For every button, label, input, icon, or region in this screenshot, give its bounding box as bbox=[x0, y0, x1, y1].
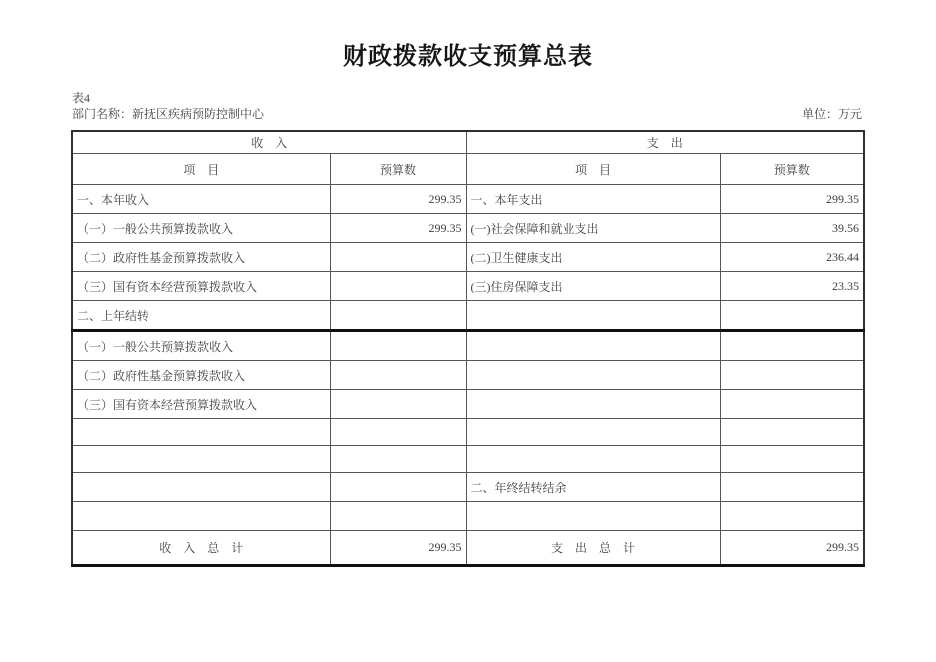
income-item-cell bbox=[72, 473, 330, 502]
expense-item-cell: 一、本年支出 bbox=[466, 185, 720, 214]
table-number: 表4 bbox=[72, 91, 91, 105]
column-header-row bbox=[72, 154, 864, 185]
expense-budget-column-header: 预算数 bbox=[720, 154, 864, 185]
table-row bbox=[72, 272, 864, 301]
income-budget-column-header: 预算数 bbox=[330, 154, 466, 185]
expense-item-cell: 二、年终结转结余 bbox=[466, 473, 720, 502]
expense-item-cell bbox=[466, 390, 720, 419]
income-total-label: 收 入 总 计 bbox=[72, 531, 330, 566]
expense-item-cell: (一)社会保障和就业支出 bbox=[466, 214, 720, 243]
income-item-cell bbox=[72, 446, 330, 473]
income-value-cell bbox=[330, 301, 466, 331]
table-row bbox=[72, 185, 864, 214]
income-section-header: 收 入 bbox=[72, 131, 466, 154]
income-item-cell: （三）国有资本经营预算拨款收入 bbox=[72, 272, 330, 301]
department-name: 部门名称：新抚区疾病预防控制中心 bbox=[72, 107, 265, 121]
expense-value-cell: 39.56 bbox=[720, 214, 864, 243]
expense-value-cell bbox=[720, 446, 864, 473]
table-row bbox=[72, 502, 864, 531]
table-row bbox=[72, 361, 864, 390]
expense-section-header: 支 出 bbox=[466, 131, 864, 154]
income-item-cell bbox=[72, 502, 330, 531]
unit-label: 单位：万元 bbox=[801, 107, 862, 121]
income-item-cell bbox=[72, 419, 330, 446]
expense-item-cell bbox=[466, 361, 720, 390]
income-item-cell: （一）一般公共预算拨款收入 bbox=[72, 331, 330, 361]
income-value-cell bbox=[330, 243, 466, 272]
table-row bbox=[72, 390, 864, 419]
expense-item-cell bbox=[466, 502, 720, 531]
budget-table bbox=[71, 130, 865, 567]
expense-value-cell bbox=[720, 390, 864, 419]
expense-value-cell: 299.35 bbox=[720, 185, 864, 214]
expense-value-cell bbox=[720, 331, 864, 361]
expense-value-cell: 236.44 bbox=[720, 243, 864, 272]
income-value-cell bbox=[330, 446, 466, 473]
income-value-cell bbox=[330, 502, 466, 531]
expense-total-label: 支 出 总 计 bbox=[466, 531, 720, 566]
expense-total-value: 299.35 bbox=[720, 531, 864, 566]
income-total-value: 299.35 bbox=[330, 531, 466, 566]
expense-item-column-header: 项 目 bbox=[466, 154, 720, 185]
expense-item-cell bbox=[466, 301, 720, 331]
income-value-cell bbox=[330, 361, 466, 390]
page-title: 财政拨款收支预算总表 bbox=[343, 44, 593, 70]
expense-value-cell bbox=[720, 502, 864, 531]
income-item-column-header: 项 目 bbox=[72, 154, 330, 185]
income-value-cell: 299.35 bbox=[330, 214, 466, 243]
income-item-cell: （二）政府性基金预算拨款收入 bbox=[72, 361, 330, 390]
expense-value-cell bbox=[720, 419, 864, 446]
income-value-cell bbox=[330, 419, 466, 446]
income-value-cell bbox=[330, 331, 466, 361]
income-item-cell: （一）一般公共预算拨款收入 bbox=[72, 214, 330, 243]
income-value-cell bbox=[330, 473, 466, 502]
income-item-cell: （三）国有资本经营预算拨款收入 bbox=[72, 390, 330, 419]
income-value-cell bbox=[330, 272, 466, 301]
expense-value-cell bbox=[720, 473, 864, 502]
meta-line bbox=[72, 105, 862, 122]
table-row bbox=[72, 473, 864, 502]
table-row bbox=[72, 301, 864, 331]
income-item-cell: 二、上年结转 bbox=[72, 301, 330, 331]
expense-item-cell: (三)住房保障支出 bbox=[466, 272, 720, 301]
expense-value-cell bbox=[720, 361, 864, 390]
income-item-cell: （二）政府性基金预算拨款收入 bbox=[72, 243, 330, 272]
expense-item-cell bbox=[466, 446, 720, 473]
expense-item-cell bbox=[466, 331, 720, 361]
income-value-cell bbox=[330, 390, 466, 419]
table-row bbox=[72, 331, 864, 361]
expense-value-cell bbox=[720, 301, 864, 331]
section-header-row bbox=[72, 131, 864, 154]
expense-item-cell bbox=[466, 419, 720, 446]
income-item-cell: 一、本年收入 bbox=[72, 185, 330, 214]
table-row bbox=[72, 214, 864, 243]
income-value-cell: 299.35 bbox=[330, 185, 466, 214]
expense-item-cell: (二)卫生健康支出 bbox=[466, 243, 720, 272]
table-total-row bbox=[72, 531, 864, 566]
table-row bbox=[72, 419, 864, 446]
expense-value-cell: 23.35 bbox=[720, 272, 864, 301]
table-row bbox=[72, 446, 864, 473]
table-row bbox=[72, 243, 864, 272]
